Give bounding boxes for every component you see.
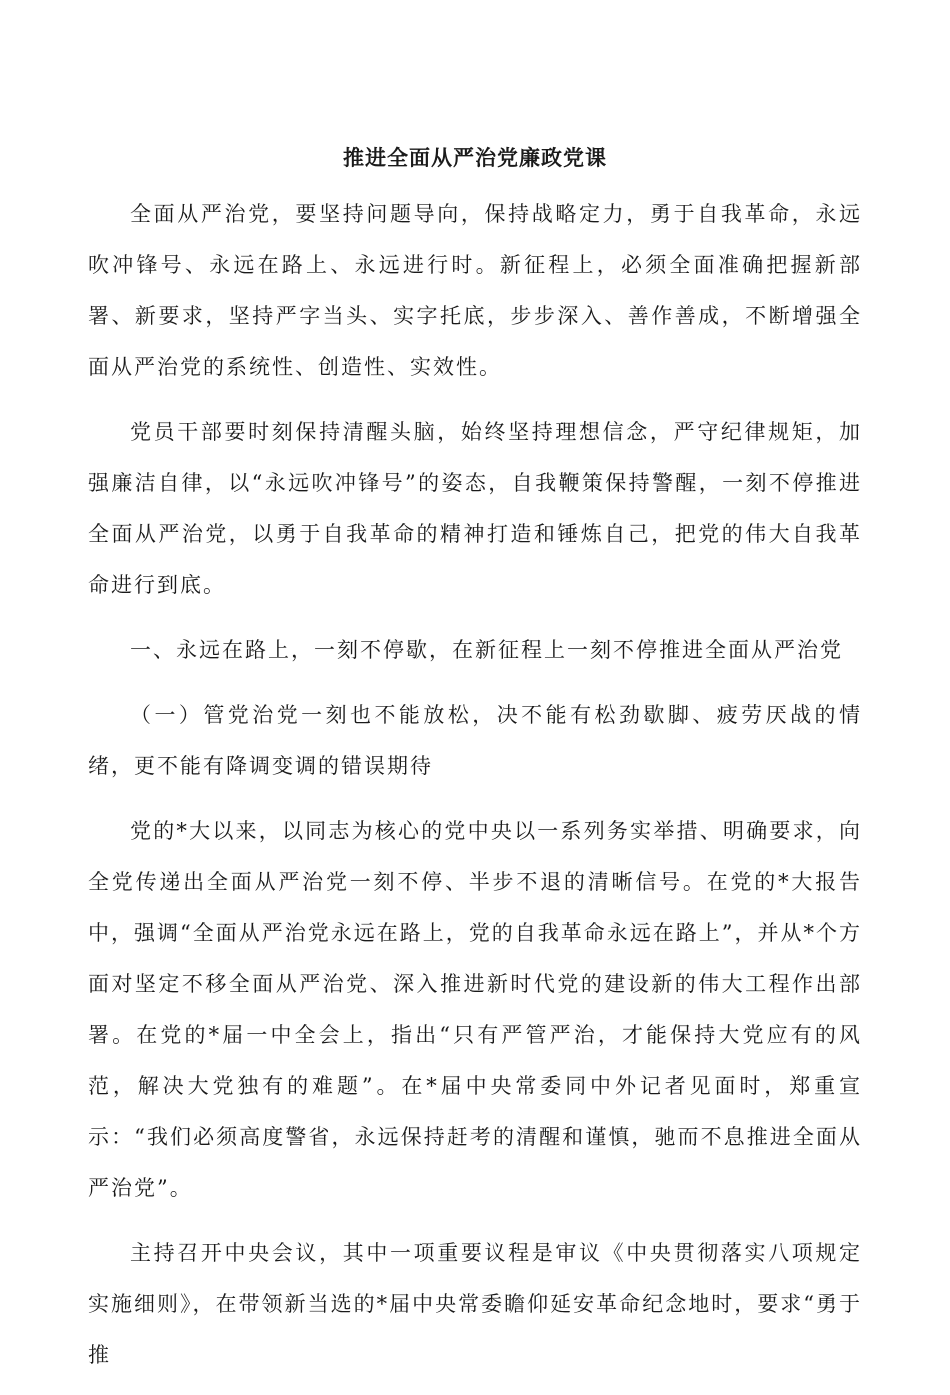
sub-heading: （一）管党治党一刻也不能放松，决不能有松劲歇脚、疲劳厌战的情绪，更不能有降调变调的错误期待 <box>88 703 862 778</box>
section-heading: 一、永远在路上，一刻不停歇，在新征程上一刻不停推进全面从严治党 <box>130 638 843 662</box>
intro-paragraph-1: 全面从严治党，要坚持问题导向，保持战略定力，勇于自我革命，永远吹冲锋号、永远在路上、永远进行时。新征程上，必须全面准确把握新部署、新要求，坚持严字当头、实字托底，步步深入、善作善成，不断增强全面从严治党的系统性、创造性、实效性。 <box>88 202 862 379</box>
body-paragraph-1: 党的*大以来，以同志为核心的党中央以一系列务实举措、明确要求，向全党传递出全面从严治党一刻不停、半步不退的清晰信号。在党的*大报告中，强调“全面从严治党永远在路上，党的自我革命永远在路上”，并从*个方面对坚定不移全面从严治党、深入推进新时代党的建设新的伟大工程作出部署。在党的*届一中全会上，指出“只有严管严治，才能保持大党应有的风范，解决大党独有的难题”。在*届中央常委同中外记者见面时，郑重宣示：“我们必须高度警省，永远保持赶考的清醒和谨慎，驰而不息推进全面从严治党”。 <box>88 819 862 1200</box>
intro-paragraph-2: 党员干部要时刻保持清醒头脑，始终坚持理想信念，严守纪律规矩，加强廉洁自律，以“永远吹冲锋号”的姿态，自我鞭策保持警醒，一刻不停推进全面从严治党，以勇于自我革命的精神打造和锤炼自己，把党的伟大自我革命进行到底。 <box>88 420 862 597</box>
document-body <box>88 140 862 1395</box>
document-title: 推进全面从严治党廉政党课 <box>343 145 607 170</box>
body-paragraph-2: 主持召开中央会议，其中一项重要议程是审议《中央贯彻落实八项规定实施细则》，在带领新当选的*届中央常委瞻仰延安革命纪念地时，要求“勇于推 <box>88 1241 862 1367</box>
